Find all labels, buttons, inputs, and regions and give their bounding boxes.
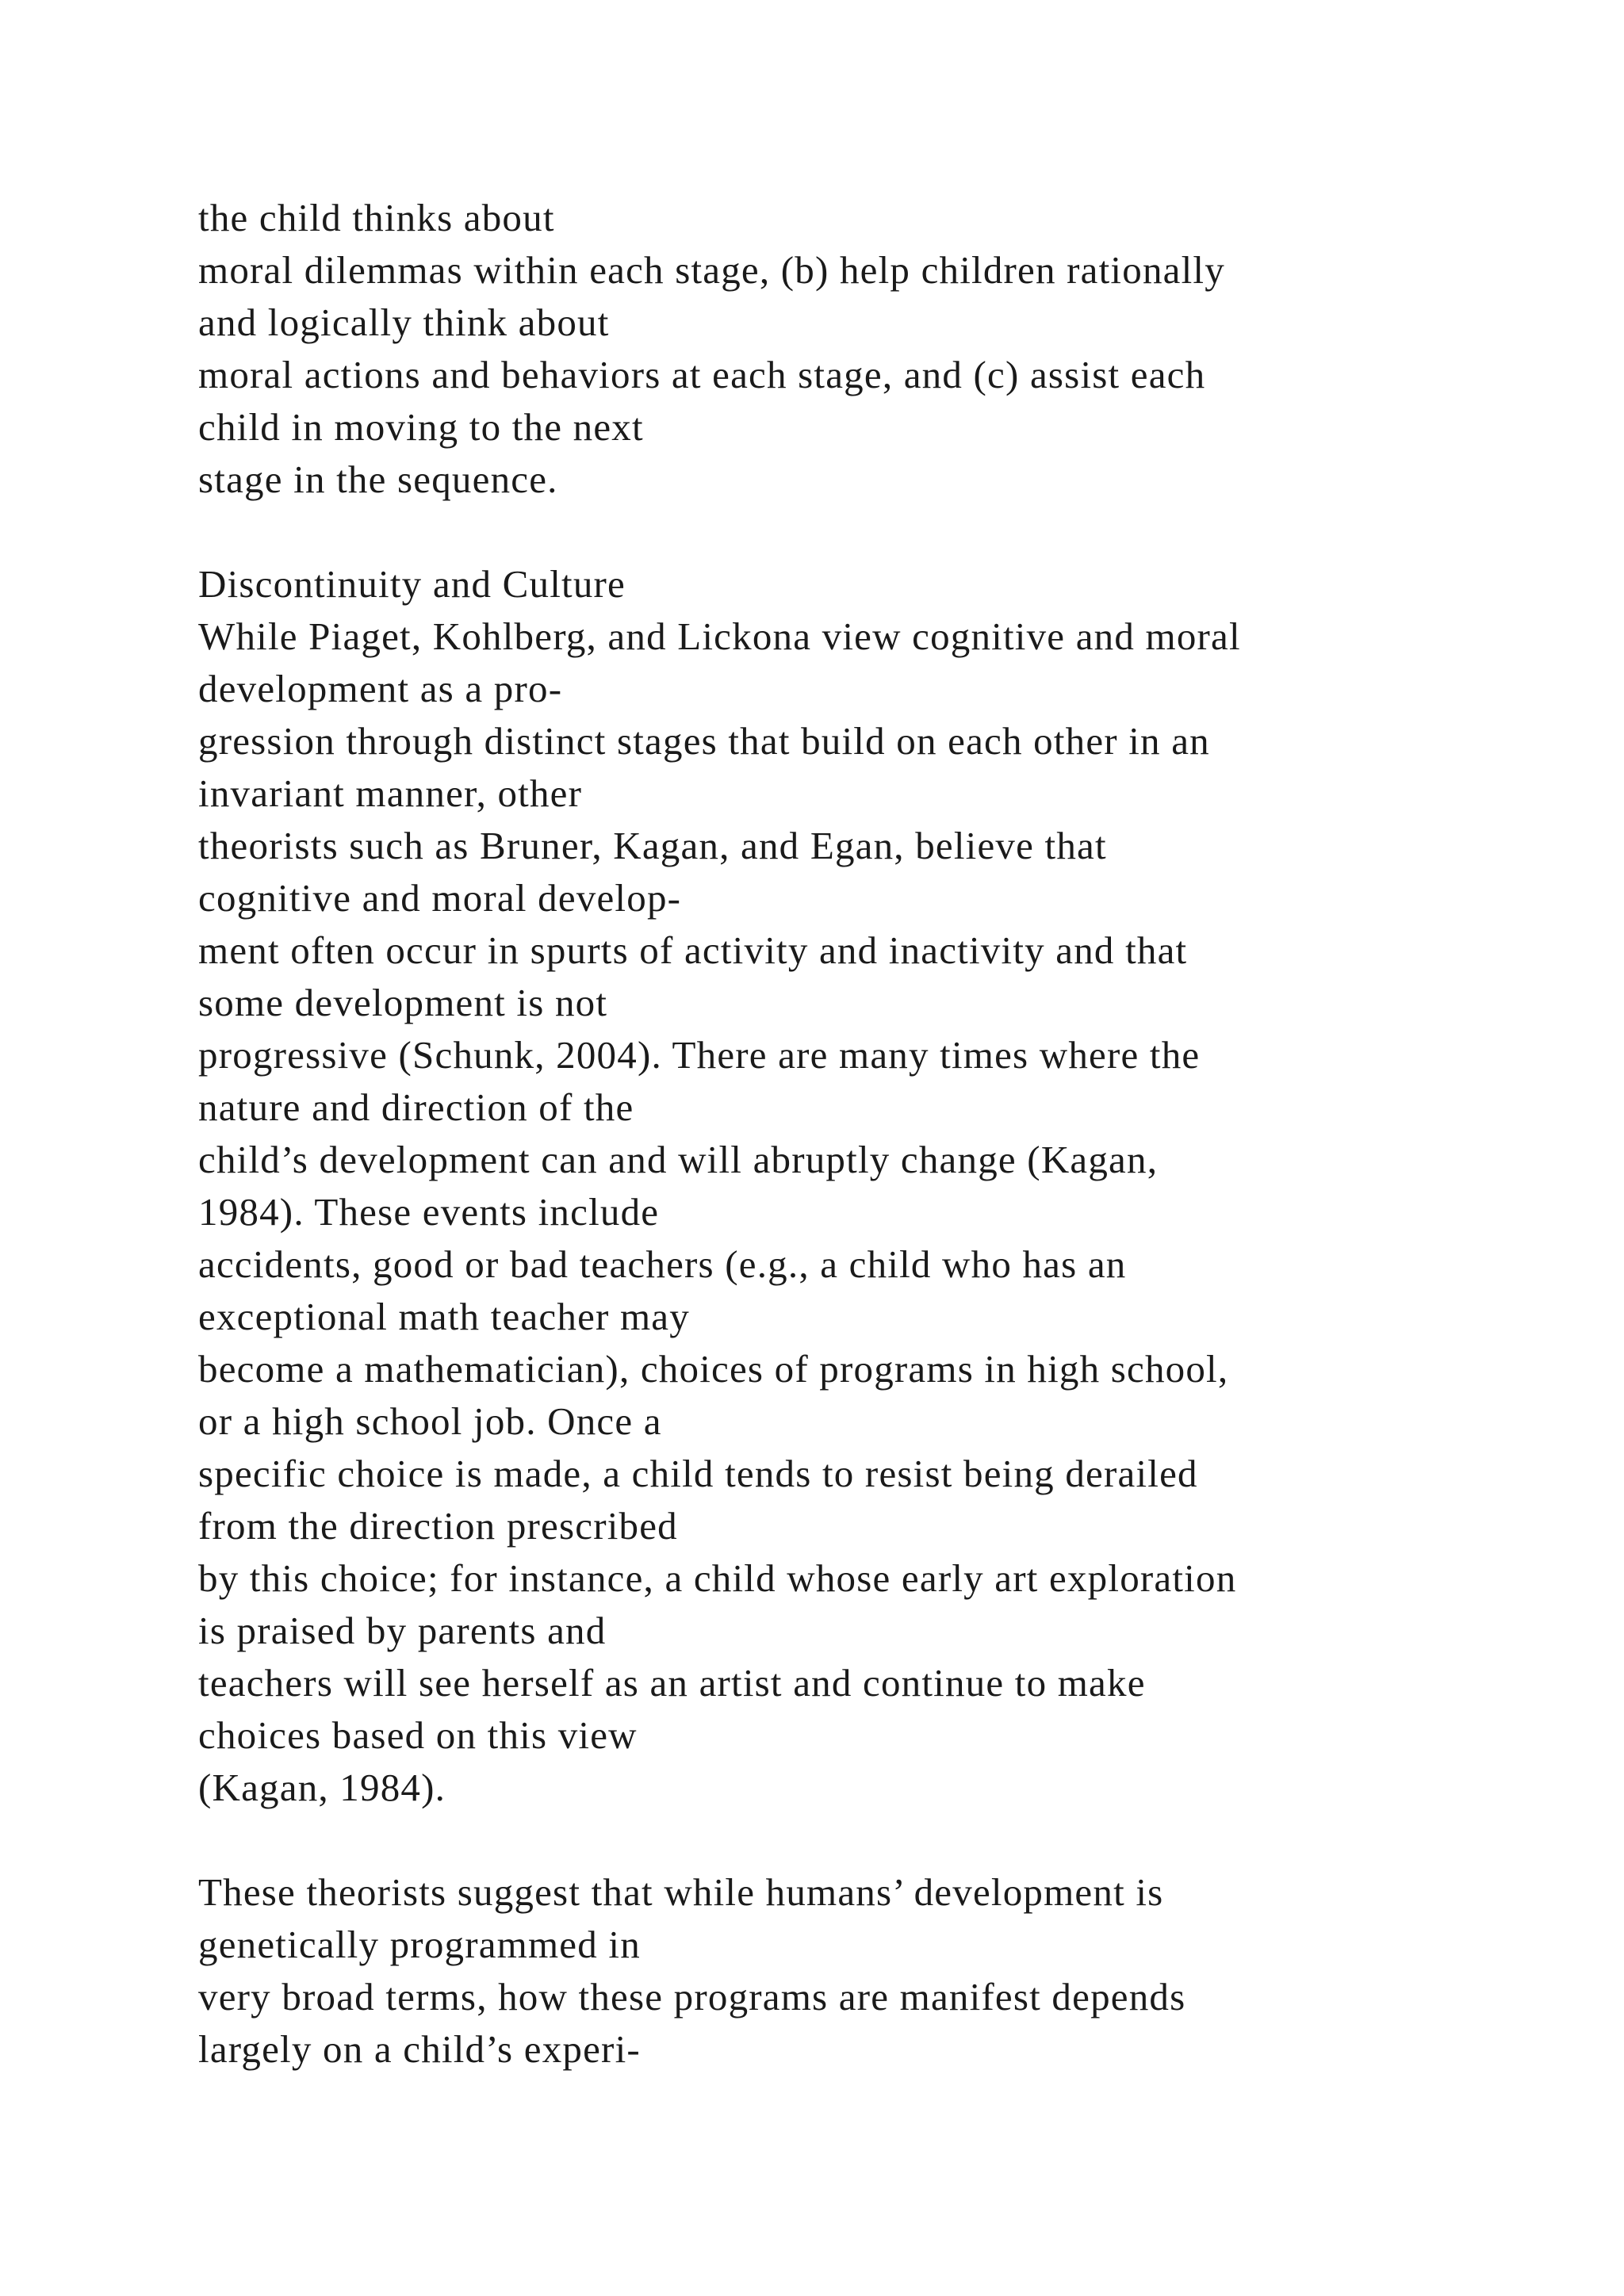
text-line: from the direction prescribed	[198, 1504, 678, 1548]
text-line: the child thinks about	[198, 196, 555, 239]
text-line: progressive (Schunk, 2004). There are many times where the	[198, 1033, 1201, 1077]
text-line: (Kagan, 1984).	[198, 1766, 446, 1809]
text-line: 1984). These events include	[198, 1190, 660, 1234]
text-line: and logically think about	[198, 300, 610, 344]
text-line: stage in the sequence.	[198, 457, 558, 501]
text-line: by this choice; for instance, a child whose early art exploration	[198, 1556, 1237, 1600]
text-line: ment often occur in spurts of activity and inactivity and that	[198, 928, 1188, 972]
text-line: nature and direction of the	[198, 1085, 634, 1129]
section-heading: Discontinuity and Culture	[198, 562, 626, 606]
paragraph-continuation	[198, 192, 1435, 506]
paragraph-theorists	[198, 1866, 1435, 2076]
text-line: These theorists suggest that while humans’ development is	[198, 1870, 1164, 1914]
paragraph-gap	[198, 1814, 1435, 1866]
text-line: development as a pro-	[198, 667, 563, 710]
text-line: child’s development can and will abruptly change (Kagan,	[198, 1138, 1159, 1181]
text-line: some development is not	[198, 981, 608, 1024]
text-line: moral dilemmas within each stage, (b) help children rationally	[198, 248, 1225, 292]
text-line: moral actions and behaviors at each stage, and (c) assist each	[198, 353, 1206, 396]
text-line: invariant manner, other	[198, 771, 583, 815]
text-line: very broad terms, how these programs are manifest depends	[198, 1975, 1186, 2019]
paragraph-gap	[198, 506, 1435, 558]
text-line: accidents, good or bad teachers (e.g., a child who has an	[198, 1242, 1127, 1286]
text-line: genetically programmed in	[198, 1923, 641, 1966]
text-line: gression through distinct stages that build on each other in an	[198, 719, 1210, 763]
text-line: cognitive and moral develop-	[198, 876, 682, 920]
text-line: specific choice is made, a child tends to resist being derailed	[198, 1452, 1198, 1495]
document-page	[198, 192, 1435, 2076]
text-line: While Piaget, Kohlberg, and Lickona view cognitive and moral	[198, 614, 1241, 658]
text-line: exceptional math teacher may	[198, 1295, 690, 1338]
text-line: largely on a child’s experi-	[198, 2027, 641, 2071]
text-line: theorists such as Bruner, Kagan, and Egan, believe that	[198, 824, 1107, 867]
text-line: child in moving to the next	[198, 405, 644, 449]
text-line: or a high school job. Once a	[198, 1399, 662, 1443]
paragraph-discontinuity	[198, 610, 1435, 1814]
text-line: teachers will see herself as an artist and continue to make	[198, 1661, 1146, 1705]
text-line: become a mathematician), choices of programs in high school,	[198, 1347, 1229, 1391]
text-line: choices based on this view	[198, 1713, 638, 1757]
text-line: is praised by parents and	[198, 1609, 607, 1652]
